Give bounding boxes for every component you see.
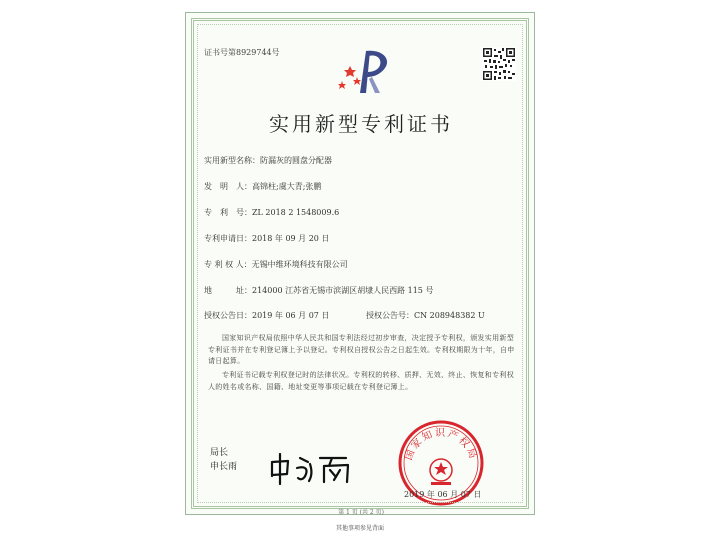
handwritten-signature xyxy=(266,450,356,486)
address-value: 214000 江苏省无锡市滨湖区胡埭人民西路 115 号 xyxy=(252,286,434,295)
utility-model-name-value: 防漏灰的圆盘分配器 xyxy=(260,156,332,165)
announcement-date-label: 授权公告日： xyxy=(204,311,252,320)
utility-model-name-row xyxy=(204,155,332,166)
page-number: 第 1 页 (共 2 页) xyxy=(338,509,384,516)
certificate-title: 实用新型专利证书 xyxy=(269,112,453,136)
patent-number-label: 专 利 号： xyxy=(204,208,252,217)
announcement-number-label: 授权公告号： xyxy=(366,311,414,320)
signatory-name: 申长雨 xyxy=(210,462,238,472)
footer-note: 其他事项参见背面 xyxy=(335,525,384,532)
inventor-value: 高锦柱;虞大青;张鹏 xyxy=(252,182,322,191)
application-date-value: 2018 年 09 月 20 日 xyxy=(252,234,330,243)
announcement-date-row xyxy=(204,310,329,321)
certificate-number: 证书号第8929744号 xyxy=(204,48,280,57)
legal-status-paragraph: 专利证书记载专利权登记时的法律状况。专利权的转移、质押、无效、终止、恢复和专利权人的姓名或名称、国籍、地址变更等事项记载在专利登记簿上。 xyxy=(208,371,514,391)
signatory-title: 局长 xyxy=(210,448,229,458)
patent-number-row xyxy=(204,207,339,218)
patentee-row xyxy=(204,259,348,270)
svg-text:国家知识产权局 xyxy=(402,427,479,462)
seal-text: 国家知识产权局 xyxy=(403,428,479,462)
address-label: 地 址： xyxy=(204,286,252,295)
official-seal xyxy=(396,418,486,508)
qr-code xyxy=(482,47,516,81)
patent-office-logo xyxy=(336,43,396,95)
patent-number-value: ZL 2018 2 1548009.6 xyxy=(252,208,340,217)
address-row xyxy=(204,285,433,296)
announcement-number-row xyxy=(366,310,485,321)
inventor-row xyxy=(204,181,321,192)
seal-date: 2019 年 06 月 07 日 xyxy=(404,490,482,499)
patentee-value: 无锡中维环境科技有限公司 xyxy=(251,260,348,269)
grant-statement-paragraph: 国家知识产权局依照中华人民共和国专利法经过初步审查，决定授予专利权，颁发实用新型专利证书并在专利登记簿上予以登记。专利权自授权公告之日起生效。专利权期限为十年，自申请日起算。 xyxy=(208,334,515,365)
application-date-row xyxy=(204,233,329,244)
application-date-label: 专利申请日： xyxy=(204,234,252,243)
utility-model-name-label: 实用新型名称： xyxy=(204,156,260,165)
patent-certificate xyxy=(185,12,535,515)
announcement-number-value: CN 208948382 U xyxy=(414,311,485,320)
inventor-label: 发 明 人： xyxy=(204,182,252,191)
announcement-date-value: 2019 年 06 月 07 日 xyxy=(252,311,330,320)
patentee-label: 专 利 权 人： xyxy=(204,260,252,269)
